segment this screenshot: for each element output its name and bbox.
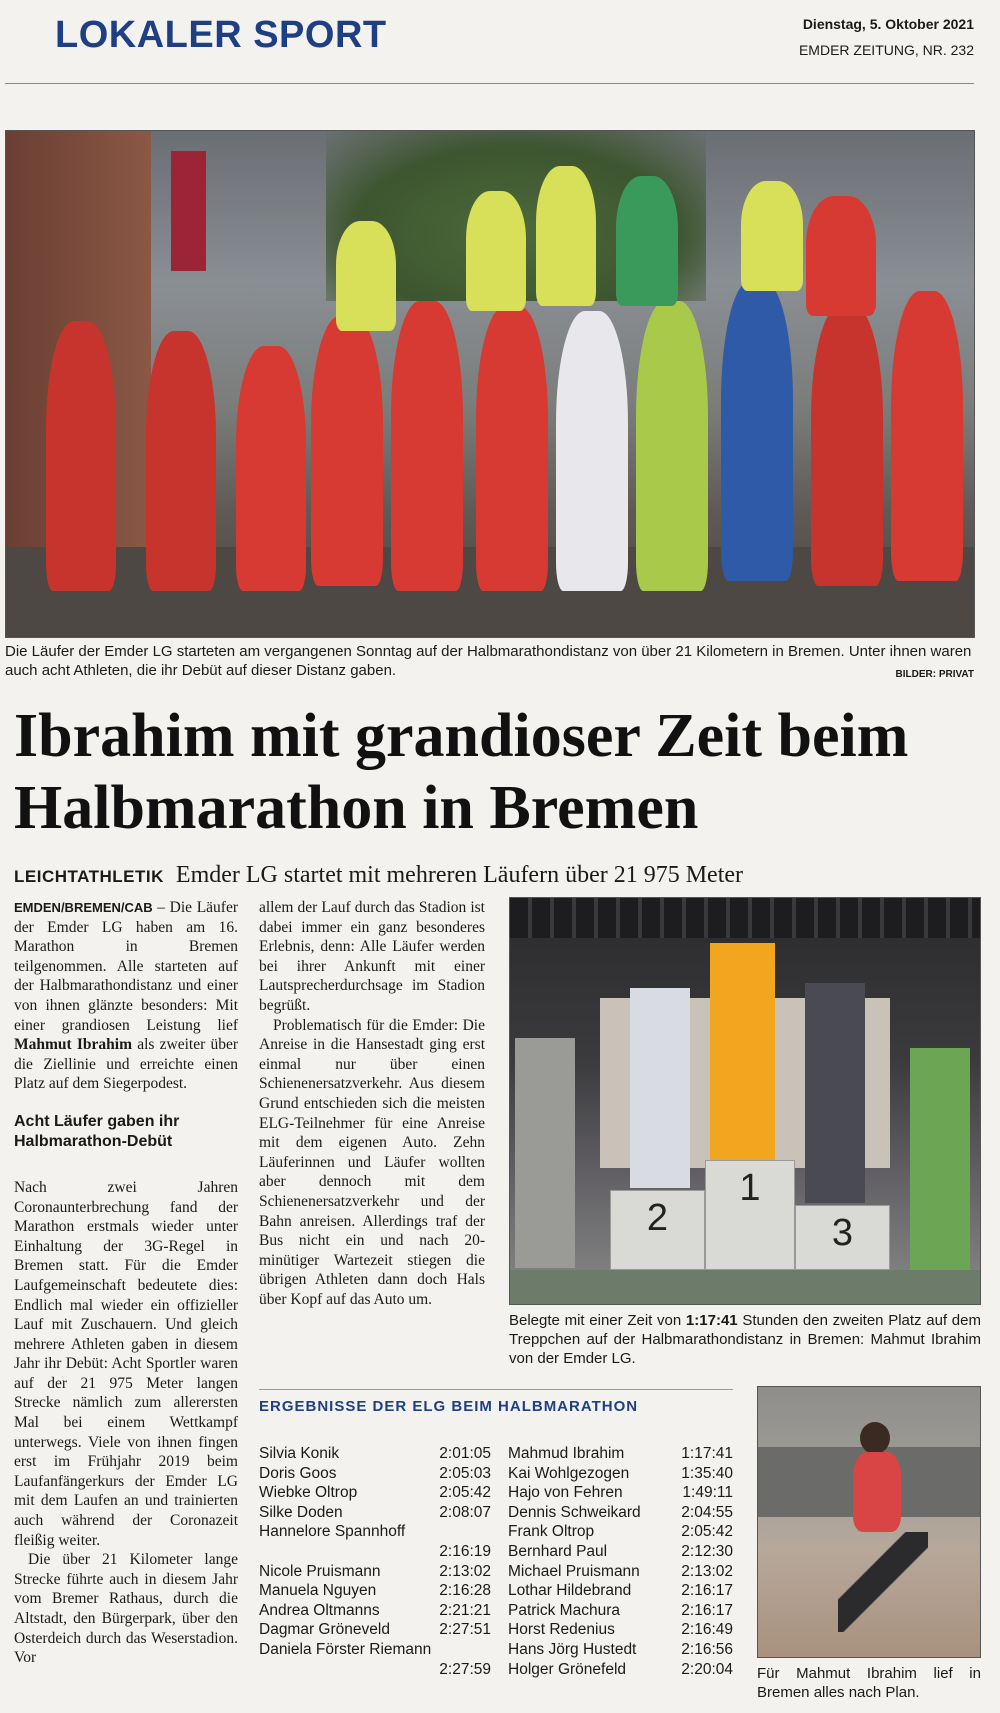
paragraph: Nach zwei Jahren Coronaunterbrechung fand der Marathon erstmals wieder unter Einhaltung der 3G-Regel in Bremen statt. Für die Emder Laufgemeinschaft bedeutete dies: Endlich mal wieder ein offizieller Lauf mit Zuschauern. Und gleich mehrere Athleten gaben in diesem Jahr ihr Debüt: Acht Sportler waren auf der 21 975 Meter langen Strecke nämlich zum allerersten Mal bei einem Wettkampf unterwegs. Viele von ihnen fingen erst im Frühjahr 2019 beim Laufanfängerkurs der Emder LG mit dem Laufen an und trainierten auch während der Coronazeit fleißig weiter. — [14, 1178, 238, 1549]
runner-figure — [311, 316, 383, 586]
result-row — [259, 1581, 491, 1601]
dateline: EMDEN/BREMEN/CAB — [14, 900, 153, 915]
result-row — [508, 1562, 733, 1582]
team-photo-caption: Die Läufer der Emder LG starteten am vergangenen Sonntag auf der Halbmarathondistanz von über 21 Kilometern in Bremen. Unter ihnen waren auch acht Athleten, die ihr Debüt auf dieser Distanz gaben. — [5, 643, 972, 679]
runner-name: Patrick Machura — [508, 1601, 620, 1619]
runner-photo — [757, 1386, 981, 1658]
runner-figure — [466, 191, 526, 311]
text: Stunden den zweiten Platz auf dem Treppchen auf der Halbmarathondistanz in Bremen: Mahmut Ibrahim von der Emder LG. — [509, 1312, 981, 1367]
results-title: ERGEBNISSE DER ELG BEIM HALBMARATHON — [259, 1398, 639, 1415]
result-row — [508, 1522, 733, 1542]
runner-figure — [811, 306, 883, 586]
section-title: LOKALER SPORT — [55, 14, 387, 56]
paragraph: Problematisch für die Emder: Die Anreise in die Hansestadt ging erst einmal nur über einen Schienenersatzverkehr. Aus diesem Grund entschieden sich die meisten ELG-Teilnehmer für eine Anreise mit dem eigenen Auto. Zehn Läuferinnen und Läufer wollten aber dennoch mit dem Schienenersatzverkehr und der Bahn anreisen. Allerdings traf der Bus nicht ein und nach 20-minütiger Wartezeit stiegen die übrigen Athleten dann doch Hals über Kopf auf das Auto um. — [259, 1016, 485, 1308]
runner-photo-caption: Für Mahmut Ibrahim lief in Bremen alles nach Plan. — [757, 1665, 981, 1701]
runner-name: Nicole Pruismann — [259, 1562, 381, 1580]
finish-time: 2:12:30 — [681, 1542, 733, 1560]
kicker: LEICHTATHLETIK — [14, 867, 164, 886]
result-row — [508, 1464, 733, 1484]
paragraph — [14, 898, 238, 1094]
podium-photo-caption — [509, 1311, 981, 1368]
runner-name: Lothar Hildebrand — [508, 1582, 632, 1600]
article-column-2 — [259, 898, 485, 1309]
finish-time: 2:16:28 — [439, 1582, 491, 1600]
article-subhead: Acht Läufer gaben ihr Halbmarathon-Debüt — [14, 1112, 180, 1150]
finish-time: 1:17:41 — [681, 1445, 733, 1462]
result-row — [259, 1601, 491, 1621]
finish-time: 2:16:17 — [681, 1582, 733, 1600]
team-photo — [5, 130, 975, 638]
finish-time: 2:08:07 — [439, 1503, 491, 1521]
issue-number: EMDER ZEITUNG, NR. 232 — [798, 42, 974, 58]
runner-name: Dagmar Gröneveld — [259, 1621, 390, 1639]
result-row — [508, 1581, 733, 1601]
result-row — [508, 1483, 733, 1503]
finish-time: 2:21:21 — [439, 1601, 491, 1619]
subheadline-text: Emder LG startet mit mehreren Läufern über 21 975 Meter — [175, 862, 744, 888]
finish-time: 1:49:11 — [682, 1484, 733, 1502]
runner-name: Andrea Oltmanns — [259, 1601, 380, 1619]
runner-name: Horst Redenius — [508, 1621, 615, 1639]
results-divider — [259, 1389, 733, 1390]
runner-figure — [146, 331, 216, 591]
finish-time: 2:01:05 — [439, 1445, 491, 1462]
official-figure — [910, 1048, 970, 1288]
finish-time: 2:13:02 — [439, 1562, 491, 1580]
result-row — [259, 1464, 491, 1484]
podium-place-2: 2 — [610, 1190, 705, 1270]
runner-name: Hannelore Spannhoff — [259, 1523, 406, 1541]
runner-name: Doris Goos — [259, 1464, 337, 1482]
text: als zweiter über die Ziellinie und erreichte einen Platz auf dem Siegerpodest. — [14, 1036, 238, 1093]
finish-time: 2:04:55 — [681, 1503, 733, 1521]
runner-name: Daniela Förster Riemann — [259, 1640, 432, 1658]
text: Belegte mit einer Zeit von — [509, 1312, 686, 1329]
result-row — [508, 1503, 733, 1523]
results-list-left — [259, 1444, 491, 1679]
result-row — [259, 1562, 491, 1582]
results-list-right — [508, 1444, 733, 1679]
podium-photo — [509, 897, 981, 1305]
runner-figure — [476, 306, 548, 591]
runner-figure — [46, 321, 116, 591]
runner-figure — [556, 311, 628, 591]
result-row — [259, 1640, 491, 1679]
runner-name: Mahmud Ibrahim — [508, 1445, 625, 1462]
headline: Ibrahim mit grandioser Zeit beim Halbmarathon in Bremen — [14, 702, 909, 842]
result-row — [508, 1444, 733, 1464]
result-row — [259, 1444, 491, 1464]
runner-name: Dennis Schweikard — [508, 1503, 641, 1521]
result-row — [508, 1660, 733, 1680]
runner-name: Manuela Nguyen — [259, 1582, 377, 1600]
shop-banner — [171, 151, 206, 271]
podium-place-1: 1 — [705, 1160, 795, 1270]
runner-figure — [391, 301, 463, 591]
second-place-figure — [630, 988, 690, 1188]
runner-name: Silke Doden — [259, 1503, 343, 1521]
result-row — [508, 1640, 733, 1660]
third-place-figure — [805, 983, 865, 1203]
result-row — [259, 1522, 491, 1561]
result-row — [259, 1503, 491, 1523]
finish-time: 2:05:42 — [439, 1484, 491, 1502]
runner-figure — [236, 346, 306, 591]
finish-time: 2:27:59 — [439, 1660, 491, 1678]
runner-name: Bernhard Paul — [508, 1542, 608, 1560]
runner-figure — [536, 166, 596, 306]
issue-date: Dienstag, 5. Oktober 2021 — [802, 16, 974, 32]
runner-figure — [616, 176, 678, 306]
podium-place-3: 3 — [795, 1205, 890, 1270]
result-row — [508, 1620, 733, 1640]
finish-time: 2:20:04 — [681, 1660, 733, 1678]
stage-floor — [510, 1270, 980, 1305]
runner-figure — [336, 221, 396, 331]
result-row — [259, 1483, 491, 1503]
runner-legs — [838, 1532, 928, 1632]
text: – Die Läufer der Emder LG haben am 16. Marathon in Bremen teilgenommen. Alle starteten auf der Halbmarathondistanz und einer von ihnen glänzte besonders: Mit einer grandiosen Leistung lief — [14, 899, 238, 1034]
runner-figure — [806, 196, 876, 316]
finish-time: 2:13:02 — [681, 1562, 733, 1580]
runner-shirt — [853, 1452, 901, 1532]
runner-name: Wiebke Oltrop — [259, 1484, 358, 1502]
result-row — [259, 1620, 491, 1640]
paragraph: Die über 21 Kilometer lange Strecke führte auch in diesem Jahr vom Bremer Rathaus, durch die Altstadt, den Bürgerpark, über den Osterdeich durch das Weserstadion. Vor — [14, 1551, 238, 1667]
runner-name: Hajo von Fehren — [508, 1484, 623, 1502]
stage-truss — [510, 898, 980, 938]
official-figure — [515, 1038, 575, 1268]
finish-time: 1:17:41 — [685, 1312, 738, 1329]
finish-time: 2:05:03 — [439, 1464, 491, 1482]
finish-time: 2:05:42 — [681, 1523, 733, 1541]
result-row — [508, 1542, 733, 1562]
result-row — [508, 1601, 733, 1621]
runner-name: Silvia Konik — [259, 1445, 340, 1462]
finish-time: 2:16:56 — [681, 1640, 733, 1658]
runner-name: Michael Pruismann — [508, 1562, 640, 1580]
runner-figure — [741, 181, 803, 291]
header-divider — [5, 83, 974, 84]
finish-time: 2:16:49 — [681, 1621, 733, 1639]
finish-time: 2:27:51 — [439, 1621, 491, 1639]
runner-figure — [721, 281, 793, 581]
photo-credit: BILDER: PRIVAT — [895, 669, 974, 680]
runner-name: Holger Grönefeld — [508, 1660, 627, 1678]
finish-time: 1:35:40 — [681, 1464, 733, 1482]
paragraph: allem der Lauf durch das Stadion ist dabei immer ein ganz besonderes Erlebnis, denn: Alle Läufer werden bei ihrer Ankunft mit einer Lautsprecherdurchsage im Stadion begrüßt. — [259, 899, 485, 1014]
winner-figure — [710, 943, 775, 1163]
runner-figure — [891, 291, 963, 581]
runner-name: Hans Jörg Hustedt — [508, 1640, 637, 1658]
subheadline — [14, 862, 743, 889]
runner-name: Kai Wohlgezogen — [508, 1464, 630, 1482]
finish-time: 2:16:19 — [439, 1542, 491, 1560]
athlete-name: Mahmut Ibrahim — [14, 1036, 133, 1054]
runner-head — [860, 1422, 890, 1454]
runner-figure — [636, 301, 708, 591]
finish-time: 2:16:17 — [681, 1601, 733, 1619]
runner-name: Frank Oltrop — [508, 1523, 595, 1541]
article-column-1 — [14, 898, 238, 1668]
